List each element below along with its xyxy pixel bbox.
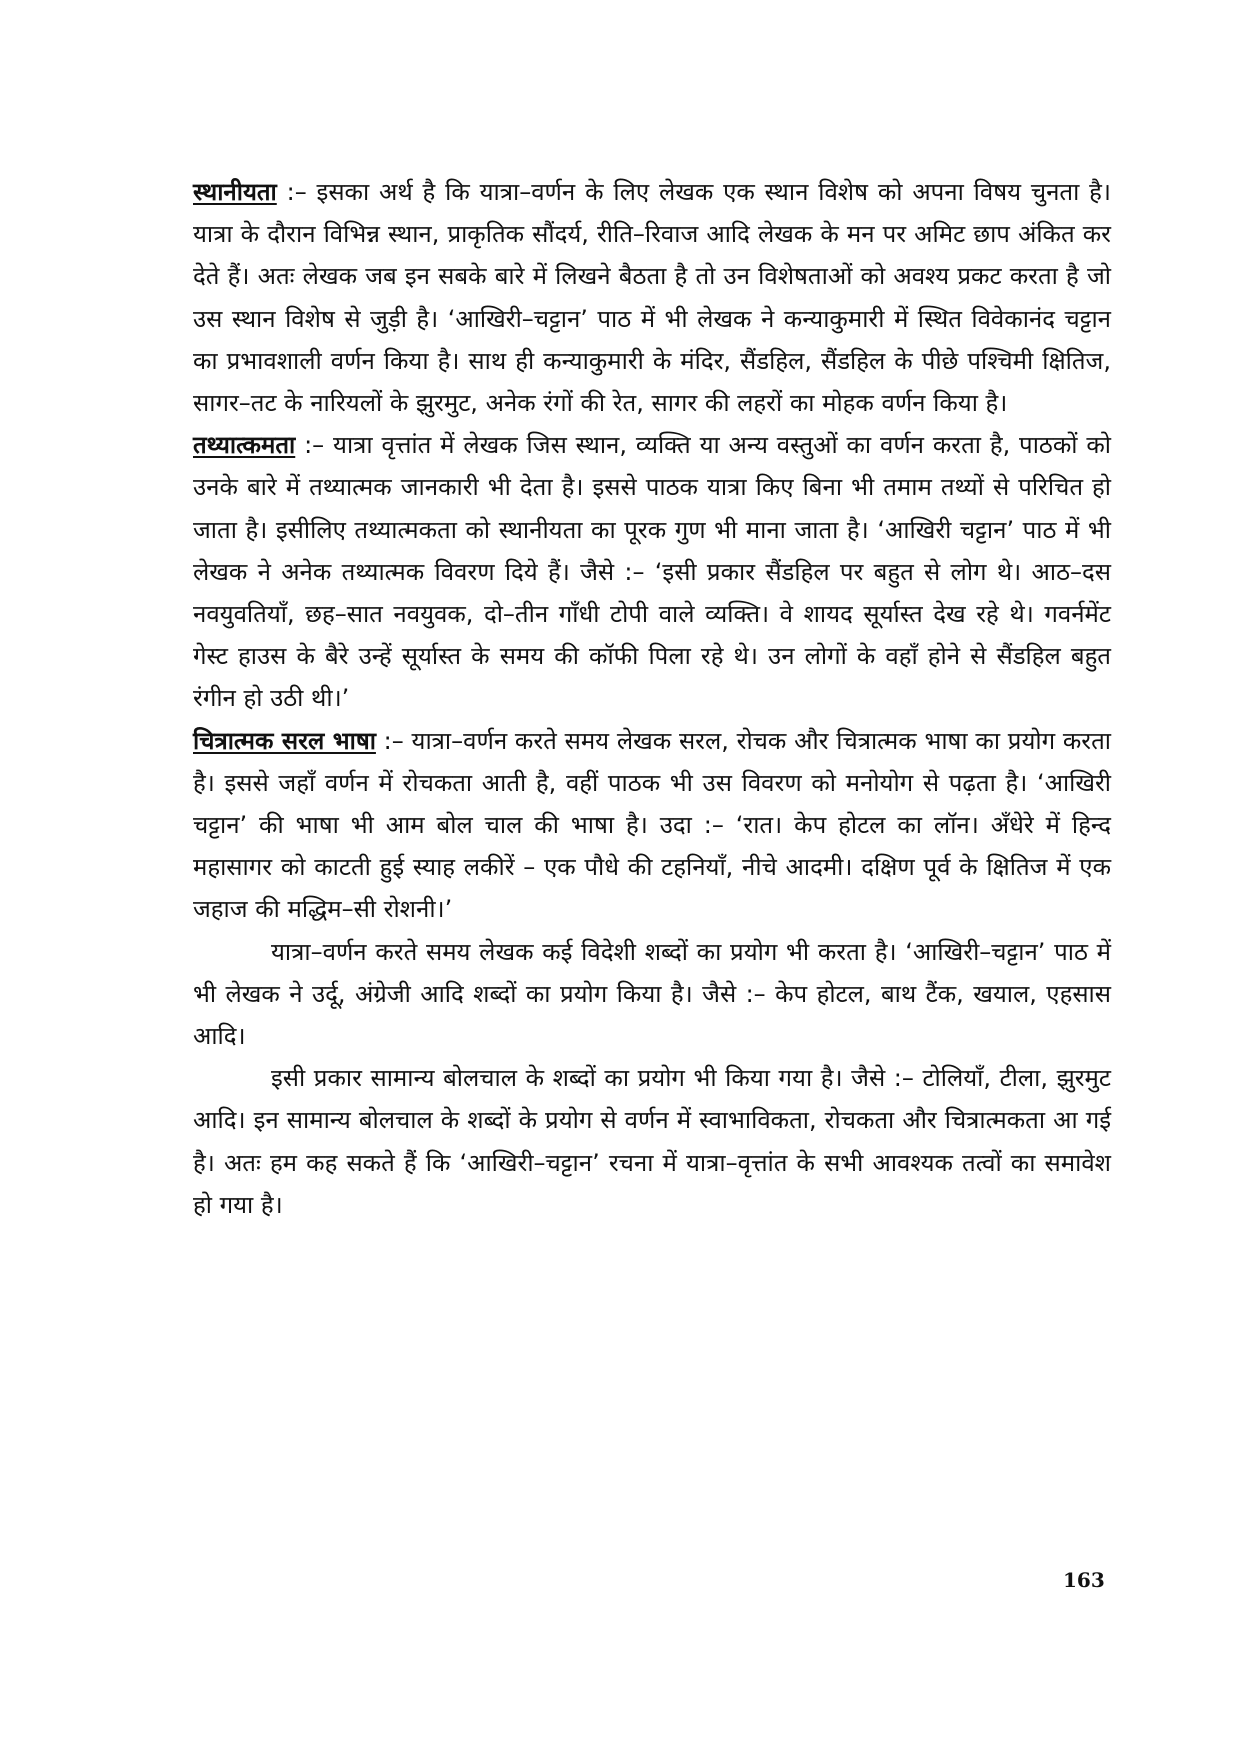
section-body-tathyatmakta: :– यात्रा वृत्तांत में लेखक जिस स्थान, व्यक्ति या अन्य वस्तुओं का वर्णन करता है, पाठकों को उनके बारे में तथ्यात्मक जानकारी भी देता है। इससे पाठक यात्रा किए बिना भी तमाम तथ्यों से परिचित हो जाता है। इसीलिए तथ्यात्मकता को स्थानीयता का पूरक गुण भी माना जाता है। ‘आखिरी चट्टान’ पाठ में भी लेखक ने अनेक तथ्यात्मक विवरण दिये हैं। जैसे :– ‘इसी प्रकार सैंडहिल पर बहुत से लोग थे। आठ–दस नवयुवतियाँ, छह–सात नवयुवक, दो–तीन गाँधी टोपी वाले व्यक्ति। वे शायद सूर्यास्त देख रहे थे। गवर्नमेंट गेस्ट हाउस के बैरे उन्हें सूर्यास्त के समय की कॉफी पिला रहे थे। उन लोगों के वहाँ होने से सैंडहिल बहुत रंगीन हो उठी थी।’	[193, 431, 1111, 713]
section-chitratmak-bhasha	[193, 720, 1111, 931]
section-sthaniyata	[193, 171, 1111, 424]
section-heading-tathyatmakta: तथ्यात्कमता	[193, 431, 296, 460]
section-heading-sthaniyata: स्थानीयता	[193, 178, 277, 206]
page-content	[193, 171, 1111, 1226]
section-tathyatmakta	[193, 424, 1111, 719]
section-body-sthaniyata: :– इसका अर्थ है कि यात्रा–वर्णन के लिए लेखक एक स्थान विशेष को अपना विषय चुनता है। यात्रा के दौरान विभिन्न स्थान, प्राकृतिक सौंदर्य, रीति–रिवाज आदि लेखक के मन पर अमिट छाप अंकित कर देते हैं। अतः लेखक जब इन सबके बारे में लिखने बैठता है तो उन विशेषताओं को अवश्य प्रकट करता है जो उस स्थान विशेष से जुड़ी है। ‘आखिरी–चट्टान’ पाठ में भी लेखक ने कन्याकुमारी में स्थित विवेकानंद चट्टान का प्रभावशाली वर्णन किया है। साथ ही कन्याकुमारी के मंदिर, सैंडहिल, सैंडहिल के पीछे पश्चिमी क्षितिज, सागर–तट के नारियलों के झुरमुट, अनेक रंगों की रेत, सागर की लहरों का मोहक वर्णन किया है।	[193, 178, 1111, 418]
paragraph-common-words: इसी प्रकार सामान्य बोलचाल के शब्दों का प्रयोग भी किया गया है। जैसे :– टोलियाँ, टीला, झुरमुट आदि। इन सामान्य बोलचाल के शब्दों के प्रयोग से वर्णन में स्वाभाविकता, रोचकता और चित्रात्मकता आ गई है। अतः हम कह सकते हैं कि ‘आखिरी–चट्टान’ रचना में यात्रा–वृत्तांत के सभी आवश्यक तत्वों का समावेश हो गया है।	[193, 1064, 1111, 1219]
section-body-chitratmak-bhasha: :– यात्रा–वर्णन करते समय लेखक सरल, रोचक और चित्रात्मक भाषा का प्रयोग करता है। इससे जहाँ वर्णन में रोचकता आती है, वहीं पाठक भी उस विवरण को मनोयोग से पढ़ता है। ‘आखिरी चट्टान’ की भाषा भी आम बोल चाल की भाषा है। उदा :– ‘रात। केप होटल का लॉन। अँधेरे में हिन्द महासागर को काटती हुई स्याह लकीरें – एक पौधे की टहनियाँ, नीचे आदमी। दक्षिण पूर्व के क्षितिज में एक जहाज की मद्धिम–सी रोशनी।’	[193, 726, 1111, 924]
section-heading-chitratmak-bhasha: चित्रात्मक सरल भाषा	[193, 726, 376, 755]
page-number: 163	[1063, 1568, 1105, 1592]
paragraph-foreign-words: यात्रा–वर्णन करते समय लेखक कई विदेशी शब्दों का प्रयोग भी करता है। ‘आखिरी–चट्टान’ पाठ में भी लेखक ने उर्दू, अंग्रेजी आदि शब्दों का प्रयोग किया है। जैसे :– केप होटल, बाथ टैंक, खयाल, एहसास आदि।	[193, 937, 1111, 1051]
